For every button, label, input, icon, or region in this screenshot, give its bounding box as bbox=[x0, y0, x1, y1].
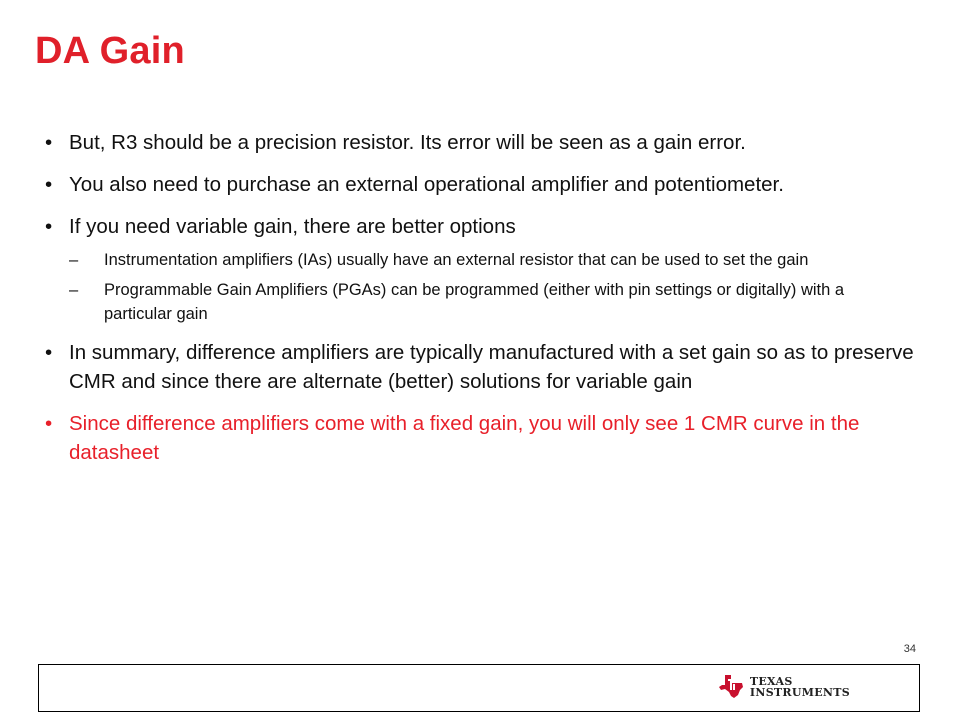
sub-bullet-marker: – bbox=[69, 251, 79, 269]
bullet-marker: • bbox=[45, 215, 53, 238]
logo-wordmark bbox=[750, 676, 850, 698]
texas-state-icon bbox=[718, 675, 744, 699]
logo-line-instruments: INSTRUMENTS bbox=[749, 686, 850, 699]
page-number: 34 bbox=[903, 643, 916, 655]
sub-bullet-text: Programmable Gain Amplifiers (PGAs) can be programmed (either with pin settings or digitally) with a particular gain bbox=[104, 281, 845, 323]
bullet-text: Since difference amplifiers come with a fixed gain, you will only see 1 CMR curve in the datasheet bbox=[69, 412, 860, 464]
bullet-item bbox=[45, 128, 915, 157]
bullet-marker: • bbox=[45, 341, 53, 364]
sub-bullet-marker: – bbox=[69, 281, 79, 299]
bullet-text: If you need variable gain, there are better options bbox=[69, 215, 516, 238]
bullet-text: In summary, difference amplifiers are typically manufactured with a set gain so as to preserve CMR and since there are alternate (better) solutions for variable gain bbox=[69, 341, 914, 393]
slide-title: DA Gain bbox=[35, 30, 185, 72]
sub-bullet-list bbox=[45, 248, 915, 326]
sub-bullet-item bbox=[69, 248, 915, 272]
bullet-item bbox=[45, 338, 915, 396]
bullet-marker: • bbox=[45, 131, 53, 154]
bullet-text: You also need to purchase an external operational amplifier and potentiometer. bbox=[69, 173, 784, 196]
bullet-item bbox=[45, 212, 915, 241]
logo-line-texas: TEXAS bbox=[749, 675, 793, 688]
bullet-list bbox=[45, 128, 915, 480]
ti-logo bbox=[718, 675, 850, 699]
bullet-item-highlight bbox=[45, 409, 915, 467]
bullet-text: But, R3 should be a precision resistor. Its error will be seen as a gain error. bbox=[69, 131, 746, 154]
bullet-item bbox=[45, 170, 915, 199]
sub-bullet-text: Instrumentation amplifiers (IAs) usually have an external resistor that can be used to set the gain bbox=[104, 251, 809, 269]
bullet-marker: • bbox=[45, 173, 53, 196]
sub-bullet-item bbox=[69, 278, 915, 326]
bullet-marker: • bbox=[45, 412, 53, 435]
